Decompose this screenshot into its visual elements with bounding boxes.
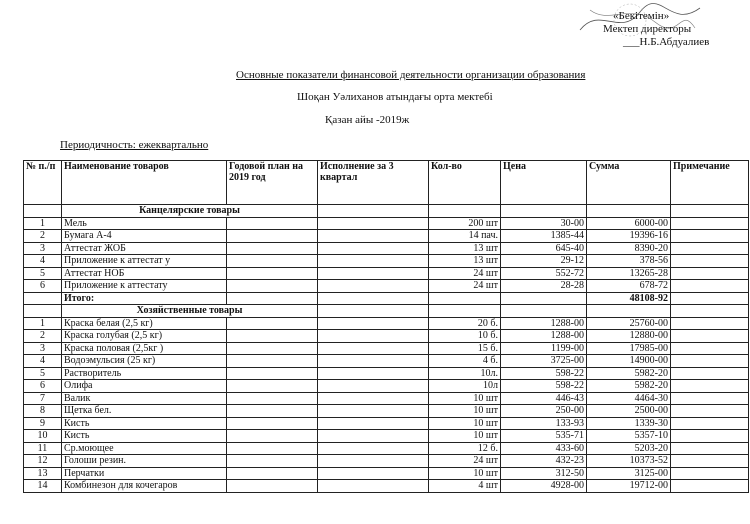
table-row (24, 267, 749, 280)
row-exec (318, 455, 429, 468)
row-number: 9 (24, 417, 62, 430)
table-row (24, 230, 749, 243)
row-qty: 24 шт (429, 267, 501, 280)
col-num: № п./п (24, 161, 62, 205)
row-note (671, 405, 749, 418)
col-plan: Годовой план на 2019 год (227, 161, 318, 205)
row-name: Комбинезон для кочегаров (62, 480, 227, 493)
row-name: Перчатки (62, 467, 227, 480)
table-row (24, 342, 749, 355)
row-note (671, 455, 749, 468)
row-sum: 5982-20 (587, 367, 671, 380)
row-note (671, 480, 749, 493)
row-sum: 6000-00 (587, 217, 671, 230)
row-qty: 10л (429, 380, 501, 393)
total-row (24, 292, 749, 305)
row-name: Олифа (62, 380, 227, 393)
row-number: 5 (24, 267, 62, 280)
row-plan (227, 367, 318, 380)
approval-name-line: ___Н.Б.Абдуалиев (623, 36, 710, 48)
row-qty: 12 б. (429, 442, 501, 455)
row-number: 8 (24, 405, 62, 418)
row-name: Краска голубая (2,5 кг) (62, 330, 227, 343)
row-plan (227, 280, 318, 293)
row-exec (318, 280, 429, 293)
row-price: 312-50 (501, 467, 587, 480)
row-number (24, 292, 62, 305)
row-sum: 4464-30 (587, 392, 671, 405)
row-number: 12 (24, 455, 62, 468)
row-exec (318, 330, 429, 343)
table-row (24, 367, 749, 380)
row-plan (227, 405, 318, 418)
row-note (671, 430, 749, 443)
row-name: Бумага А-4 (62, 230, 227, 243)
table-row (24, 392, 749, 405)
row-note (671, 442, 749, 455)
row-price: 446-43 (501, 392, 587, 405)
row-plan (227, 442, 318, 455)
row-exec (318, 442, 429, 455)
row-qty: 20 б. (429, 317, 501, 330)
row-note (671, 417, 749, 430)
row-price: 30-00 (501, 217, 587, 230)
row-sum: 5982-20 (587, 380, 671, 393)
section-row (24, 205, 749, 218)
row-price: 535-71 (501, 430, 587, 443)
row-plan (227, 330, 318, 343)
row-price: 598-22 (501, 380, 587, 393)
row-plan (227, 242, 318, 255)
row-sum: 10373-52 (587, 455, 671, 468)
row-sum: 378-56 (587, 255, 671, 268)
row-price: 4928-00 (501, 480, 587, 493)
row-note (671, 242, 749, 255)
row-sum: 17985-00 (587, 342, 671, 355)
row-qty: 24 шт (429, 280, 501, 293)
row-number: 10 (24, 430, 62, 443)
row-plan (227, 342, 318, 355)
row-note (671, 217, 749, 230)
row-qty: 10л. (429, 367, 501, 380)
row-qty: 10 шт (429, 405, 501, 418)
row-sum: 13265-28 (587, 267, 671, 280)
row-sum: 25760-00 (587, 317, 671, 330)
row-note (671, 330, 749, 343)
row-price: 645-40 (501, 242, 587, 255)
table-row (24, 217, 749, 230)
col-note: Примечание (671, 161, 749, 205)
row-sum: 678-72 (587, 280, 671, 293)
row-number: 7 (24, 392, 62, 405)
table-row (24, 405, 749, 418)
row-sum: 19396-16 (587, 230, 671, 243)
table-row (24, 242, 749, 255)
row-plan (227, 455, 318, 468)
total-label: Итого: (62, 292, 227, 305)
row-note (671, 342, 749, 355)
row-name: Водоэмульсия (25 кг) (62, 355, 227, 368)
row-qty: 10 шт (429, 467, 501, 480)
table-row (24, 355, 749, 368)
row-plan (227, 267, 318, 280)
row-exec (318, 242, 429, 255)
row-note (671, 255, 749, 268)
row-qty: 14 пач. (429, 230, 501, 243)
row-plan (227, 380, 318, 393)
table-row (24, 255, 749, 268)
table-row (24, 330, 749, 343)
row-price: 3725-00 (501, 355, 587, 368)
row-number: 3 (24, 242, 62, 255)
row-price: 28-28 (501, 280, 587, 293)
row-number: 2 (24, 230, 62, 243)
row-number: 1 (24, 217, 62, 230)
row-note (671, 392, 749, 405)
table-row (24, 467, 749, 480)
row-sum (587, 305, 671, 318)
row-sum: 19712-00 (587, 480, 671, 493)
row-name: Приложение к аттестат у (62, 255, 227, 268)
row-name: Аттестат НОБ (62, 267, 227, 280)
row-price (501, 305, 587, 318)
col-sum: Сумма (587, 161, 671, 205)
row-sum: 5357-10 (587, 430, 671, 443)
row-name: Растворитель (62, 367, 227, 380)
row-plan (227, 480, 318, 493)
row-sum: 2500-00 (587, 405, 671, 418)
row-sum: 8390-20 (587, 242, 671, 255)
row-note (671, 355, 749, 368)
row-qty: 13 шт (429, 255, 501, 268)
row-sum: 1339-30 (587, 417, 671, 430)
school-name: Шоқан Уәлиханов атындағы орта мектебі (297, 91, 493, 103)
row-note (671, 467, 749, 480)
row-number: 14 (24, 480, 62, 493)
row-price: 552-72 (501, 267, 587, 280)
row-qty: 10 шт (429, 392, 501, 405)
row-qty (429, 292, 501, 305)
row-plan (227, 417, 318, 430)
row-price: 250-00 (501, 405, 587, 418)
row-name: Ср.моющее (62, 442, 227, 455)
row-name: Кисть (62, 417, 227, 430)
row-note (671, 367, 749, 380)
table-row (24, 317, 749, 330)
row-number: 5 (24, 367, 62, 380)
row-name: Щетка бел. (62, 405, 227, 418)
row-name: Голоши резин. (62, 455, 227, 468)
financial-table (23, 160, 749, 493)
row-exec (318, 305, 429, 318)
row-price: 1199-00 (501, 342, 587, 355)
row-exec (318, 342, 429, 355)
row-exec (318, 255, 429, 268)
row-note (671, 280, 749, 293)
row-number: 4 (24, 355, 62, 368)
period: Қазан айы -2019ж (325, 114, 410, 126)
table-header-row (24, 161, 749, 205)
row-plan (227, 255, 318, 268)
row-name: Валик (62, 392, 227, 405)
row-price: 1385-44 (501, 230, 587, 243)
table-row (24, 442, 749, 455)
row-price (501, 292, 587, 305)
row-number: 1 (24, 317, 62, 330)
row-plan (227, 467, 318, 480)
row-price: 432-23 (501, 455, 587, 468)
row-exec (318, 230, 429, 243)
row-name: Кисть (62, 430, 227, 443)
row-plan (227, 317, 318, 330)
row-exec (318, 430, 429, 443)
row-price: 1288-00 (501, 330, 587, 343)
row-price: 133-93 (501, 417, 587, 430)
row-price: 1288-00 (501, 317, 587, 330)
document-title: Основные показатели финансовой деятельности организации образования (236, 69, 586, 81)
row-plan (227, 430, 318, 443)
col-name: Наименование товаров (62, 161, 227, 205)
row-number: 11 (24, 442, 62, 455)
row-name: Приложение к аттестату (62, 280, 227, 293)
row-qty: 10 шт (429, 430, 501, 443)
col-price: Цена (501, 161, 587, 205)
row-sum: 3125-00 (587, 467, 671, 480)
row-plan (227, 355, 318, 368)
col-qty: Кол-во (429, 161, 501, 205)
row-qty: 10 б. (429, 330, 501, 343)
total-value: 48108-92 (587, 292, 671, 305)
approval-name: Н.Б.Абдуалиев (639, 36, 710, 48)
row-exec (318, 292, 429, 305)
row-note (671, 380, 749, 393)
row-number: 13 (24, 467, 62, 480)
row-exec (318, 405, 429, 418)
table-row (24, 280, 749, 293)
row-exec (318, 317, 429, 330)
row-note (671, 292, 749, 305)
row-sum: 12880-00 (587, 330, 671, 343)
section-row (24, 305, 749, 318)
row-name: Краска половая (2,5кг ) (62, 342, 227, 355)
section-title: Канцелярские товары (62, 205, 318, 218)
col-exec: Исполнение за 3 квартал (318, 161, 429, 205)
row-plan (227, 217, 318, 230)
row-exec (318, 217, 429, 230)
row-exec (318, 380, 429, 393)
row-sum: 14900-00 (587, 355, 671, 368)
periodicity: Периодичность: ежеквартально (60, 139, 209, 151)
row-note (671, 317, 749, 330)
row-number: 2 (24, 330, 62, 343)
row-exec (318, 392, 429, 405)
row-name: Краска белая (2,5 кг) (62, 317, 227, 330)
row-plan (227, 392, 318, 405)
row-plan (227, 230, 318, 243)
row-qty: 200 шт (429, 217, 501, 230)
row-note (671, 230, 749, 243)
row-exec (318, 417, 429, 430)
table-row (24, 455, 749, 468)
row-qty: 24 шт (429, 455, 501, 468)
table-row (24, 480, 749, 493)
section-title: Хозяйственные товары (62, 305, 318, 318)
row-note (671, 267, 749, 280)
row-number (24, 305, 62, 318)
row-number: 3 (24, 342, 62, 355)
row-qty (429, 305, 501, 318)
row-name: Мель (62, 217, 227, 230)
row-exec (318, 355, 429, 368)
row-price: 29-12 (501, 255, 587, 268)
table-row (24, 417, 749, 430)
row-number: 6 (24, 380, 62, 393)
row-exec (318, 480, 429, 493)
row-plan (227, 292, 318, 305)
row-qty: 4 шт (429, 480, 501, 493)
row-price: 433-60 (501, 442, 587, 455)
row-name: Аттестат ЖОБ (62, 242, 227, 255)
row-exec (318, 367, 429, 380)
table-row (24, 380, 749, 393)
approval-stamp: «Бекітемін» (613, 10, 670, 22)
row-qty: 10 шт (429, 417, 501, 430)
row-sum: 5203-20 (587, 442, 671, 455)
table-row (24, 430, 749, 443)
row-qty: 4 б. (429, 355, 501, 368)
row-number: 6 (24, 280, 62, 293)
row-note (671, 305, 749, 318)
approval-position: Мектеп директоры (603, 23, 692, 35)
row-price: 598-22 (501, 367, 587, 380)
row-qty: 15 б. (429, 342, 501, 355)
row-number: 4 (24, 255, 62, 268)
row-exec (318, 467, 429, 480)
row-qty: 13 шт (429, 242, 501, 255)
row-exec (318, 267, 429, 280)
